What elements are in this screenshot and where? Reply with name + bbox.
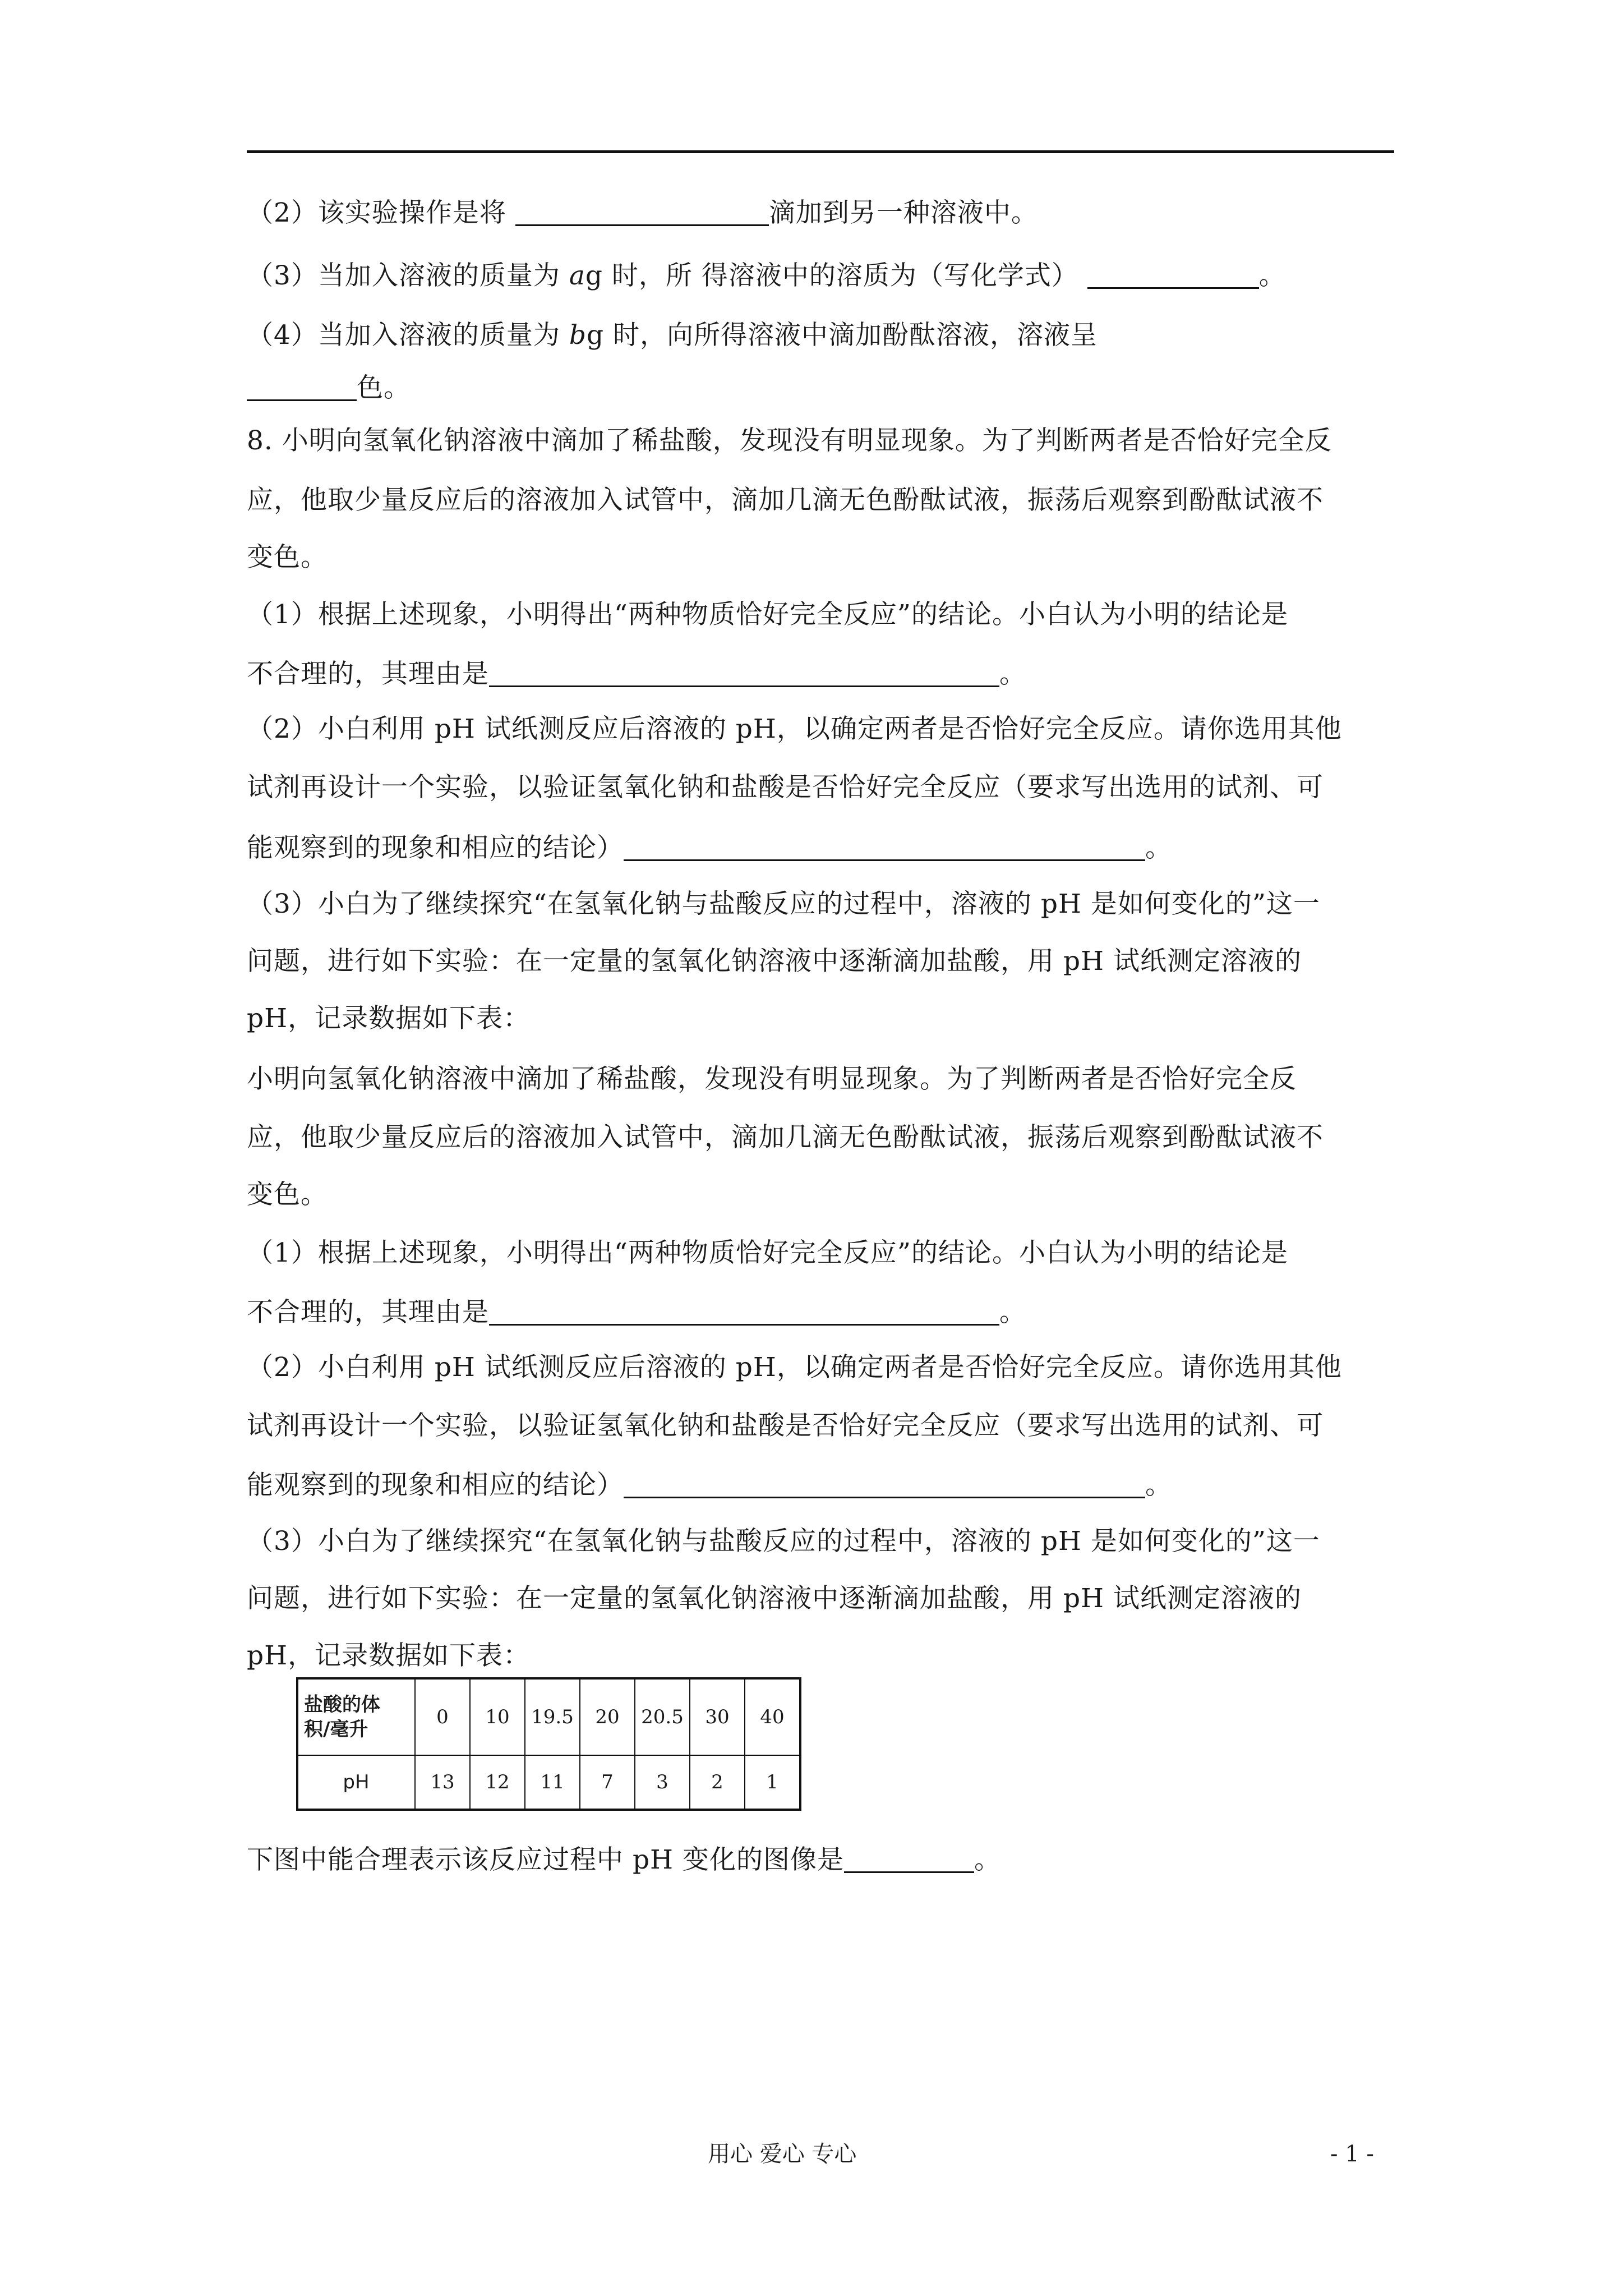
text: 。 [999,659,1026,689]
table-cell: 19.5 [525,1678,580,1755]
variable: a [569,260,585,291]
answer-blank[interactable] [489,659,999,687]
text: 色。 [357,372,411,403]
text: （4）当加入溶液的质量为 [247,320,569,351]
question-8-1: （1）根据上述现象，小明得出“两种物质恰好完全反应”的结论。小白认为小明的结论是 [247,599,1288,630]
text: （2）该实验操作是将 [247,197,515,228]
question-8-intro: 应，他取少量反应后的溶液加入试管中，滴加几滴无色酚酞试液，振荡后观察到酚酞试液不 [247,485,1324,516]
table-cell: 0 [415,1678,470,1755]
table-cell: 13 [415,1755,470,1810]
question-8-2 [247,832,1396,861]
question-8-2-repeat: 试剂再设计一个实验，以验证氢氧化钠和盐酸是否恰好完全反应（要求写出选用的试剂、可 [247,1410,1324,1441]
table-header-ph: pH [297,1755,415,1810]
answer-blank[interactable] [247,372,357,401]
question-8-3-repeat: 问题，进行如下实验：在一定量的氢氧化钠溶液中逐渐滴加盐酸，用 pH 试纸测定溶液的 [247,1583,1302,1614]
answer-blank[interactable] [624,1470,1145,1498]
table-cell: 2 [690,1755,745,1810]
table-cell: 20 [580,1678,635,1755]
question-7-2 [247,197,1396,226]
question-8-3-repeat: （3）小白为了继续探究“在氢氧化钠与盐酸反应的过程中，溶液的 pH 是如何变化的”这一 [247,1526,1320,1557]
text: （3）当加入溶液的质量为 [247,260,569,291]
question-8-intro-repeat: 应，他取少量反应后的溶液加入试管中，滴加几滴无色酚酞试液，振荡后观察到酚酞试液不 [247,1122,1324,1153]
table-cell: 1 [745,1755,800,1810]
question-8-1 [247,659,1396,687]
page-number: - 1 - [1330,2141,1374,2167]
footer-slogan: 用心 爱心 专心 [708,2141,857,2167]
answer-blank[interactable] [624,832,1145,861]
ph-data-table [296,1677,801,1811]
ph-data-table-wrap [296,1677,801,1811]
table-cell: 11 [525,1755,580,1810]
question-8-3: 问题，进行如下实验：在一定量的氢氧化钠溶液中逐渐滴加盐酸，用 pH 试纸测定溶液的 [247,946,1302,977]
header-line: 盐酸的体 [304,1694,380,1716]
text: 。 [1258,260,1286,291]
text: 。 [974,1844,1001,1875]
table-header-volume [297,1678,415,1755]
text: 不合理的，其理由是 [247,1297,489,1328]
table-row-volume [297,1678,800,1755]
question-8-2-repeat: （2）小白利用 pH 试纸测反应后溶液的 pH，以确定两者是否恰好完全反应。请你选用其他 [247,1352,1342,1383]
text: 能观察到的现象和相应的结论） [247,1470,624,1501]
answer-blank[interactable] [1087,260,1259,289]
question-7-3 [247,260,1396,289]
text: 能观察到的现象和相应的结论） [247,832,624,863]
text: 滴加到另一种溶液中。 [768,197,1038,228]
question-8-1-repeat: （1）根据上述现象，小明得出“两种物质恰好完全反应”的结论。小白认为小明的结论是 [247,1237,1288,1268]
answer-blank[interactable] [489,1297,999,1326]
table-cell: 40 [745,1678,800,1755]
question-8-2: 试剂再设计一个实验，以验证氢氧化钠和盐酸是否恰好完全反应（要求写出选用的试剂、可 [247,772,1324,803]
table-cell: 3 [635,1755,690,1810]
header-rule [247,150,1394,153]
text: 。 [1145,1470,1172,1501]
question-8-intro: 变色。 [247,542,328,573]
header-line: 积/毫升 [304,1718,368,1741]
question-8-3: （3）小白为了继续探究“在氢氧化钠与盐酸反应的过程中，溶液的 pH 是如何变化的”这一 [247,889,1320,919]
text: 不合理的，其理由是 [247,659,489,689]
text: 。 [999,1297,1026,1328]
question-8-3: pH，记录数据如下表： [247,1003,531,1034]
question-8-intro-repeat: 小明向氢氧化钠溶液中滴加了稀盐酸，发现没有明显现象。为了判断两者是否恰好完全反 [247,1064,1297,1094]
question-7-4 [247,320,1396,351]
table-cell: 20.5 [635,1678,690,1755]
answer-blank[interactable] [844,1844,974,1873]
question-8-intro: 8. 小明向氢氧化钠溶液中滴加了稀盐酸，发现没有明显现象。为了判断两者是否恰好完全反 [247,425,1332,456]
text: g 时，所 得溶液中的溶质为（写化学式） [585,260,1078,291]
variable: b [569,320,587,351]
question-7-4-cont [247,372,1396,401]
answer-blank[interactable] [515,197,769,226]
table-row-ph [297,1755,800,1810]
table-cell: 10 [470,1678,525,1755]
question-8-1-repeat [247,1297,1396,1326]
question-8-graph-prompt [247,1844,1396,1873]
text: 。 [1145,832,1172,863]
table-cell: 7 [580,1755,635,1810]
question-8-intro-repeat: 变色。 [247,1179,328,1210]
question-8-2-repeat [247,1470,1396,1501]
question-8-3-repeat: pH，记录数据如下表： [247,1640,531,1671]
text: g 时，向所得溶液中滴加酚酞溶液，溶液呈 [586,320,1098,351]
text: 下图中能合理表示该反应过程中 pH 变化的图像是 [247,1844,844,1875]
question-8-2: （2）小白利用 pH 试纸测反应后溶液的 pH，以确定两者是否恰好完全反应。请你选用其他 [247,714,1342,744]
table-cell: 12 [470,1755,525,1810]
table-cell: 30 [690,1678,745,1755]
